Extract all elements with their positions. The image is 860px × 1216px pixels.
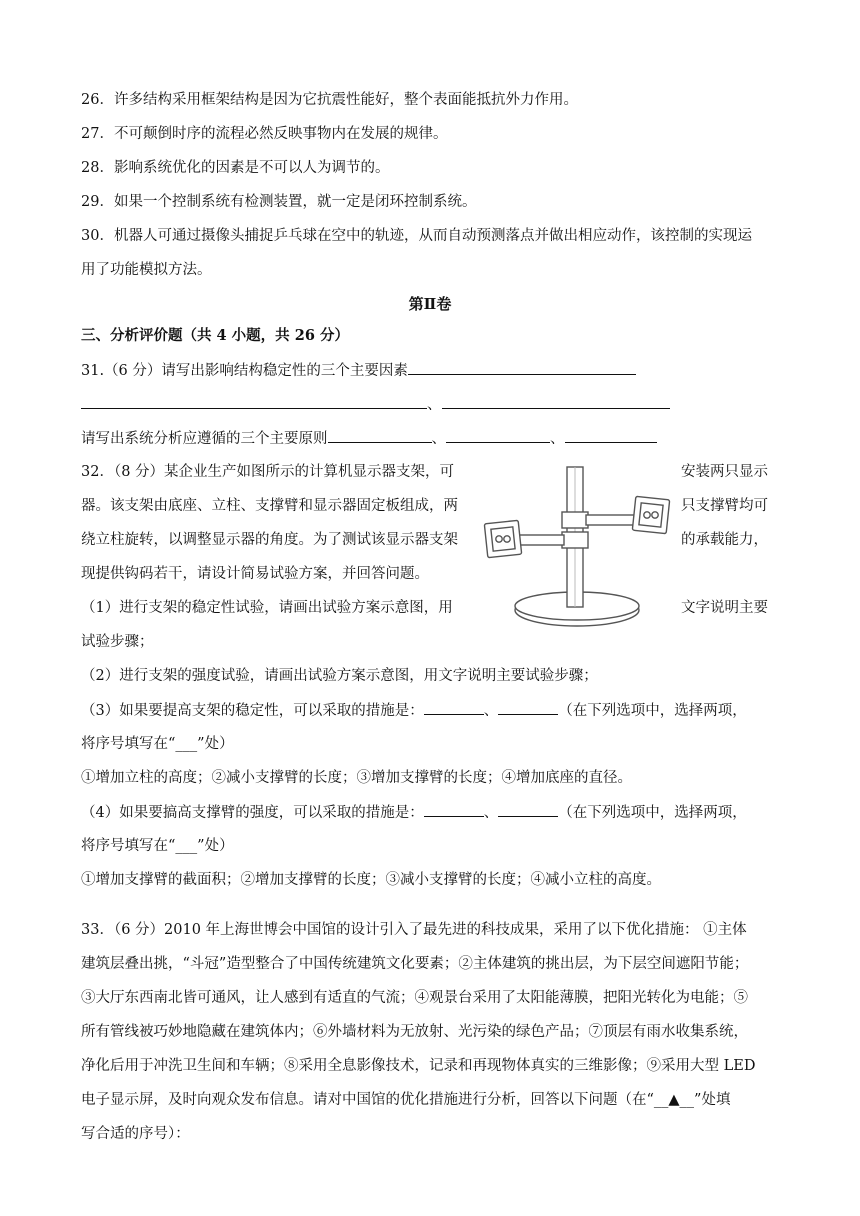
q32-line3-right: 的承载能力， xyxy=(681,532,768,548)
answer-blank[interactable] xyxy=(498,700,558,715)
item-30-line2: 用了功能模拟方法。 xyxy=(81,262,212,278)
q32-sub4-instruction: （在下列选项中，选择两项， xyxy=(558,805,747,821)
q33-line2: 建筑层叠出挑，“斗冠”造型整合了中国传统建筑文化要素；②主体建筑的挑出层，为下层空间遮阳节能； xyxy=(81,956,749,972)
q32-sub4 xyxy=(81,802,747,823)
q31-line1 xyxy=(81,360,636,381)
q32-line1-right: 安装两只显示 xyxy=(681,464,768,480)
separator: 、 xyxy=(427,397,442,413)
answer-blank[interactable] xyxy=(565,428,657,443)
answer-blank[interactable] xyxy=(424,802,484,817)
separator: 、 xyxy=(483,805,499,821)
answer-blank[interactable] xyxy=(81,394,427,409)
q32-sub1-cont: 试验步骤； xyxy=(81,634,154,650)
q33-line1: 33．（6 分）2010 年上海世博会中国馆的设计引入了最先进的科技成果，采用了以下优化措施： ①主体 xyxy=(81,922,747,938)
item-29: 29．如果一个控制系统有检测装置，就一定是闭环控制系统。 xyxy=(81,194,477,210)
q33-line7: 写合适的序号）： xyxy=(81,1126,190,1142)
q32-line4: 现提供钩码若干，请设计简易试验方案，并回答问题。 xyxy=(81,566,429,582)
item-27: 27．不可颠倒时序的流程必然反映事物内在发展的规律。 xyxy=(81,126,448,142)
right-support-arm xyxy=(586,515,638,525)
left-support-arm xyxy=(518,535,564,545)
q32-sub1-right: 文字说明主要 xyxy=(681,600,768,616)
q33-line4: 所有管线被巧妙地隐藏在建筑体内；⑥外墙材料为无放射、光污染的绿色产品；⑦顶层有雨水收集系统， xyxy=(81,1024,748,1040)
q33-line5: 净化后用于冲洗卫生间和车辆；⑧采用全息影像技术，记录和再现物体真实的三维影像；⑨采用大型 LED xyxy=(81,1058,756,1074)
q32-sub3-instruction: （在下列选项中，选择两项， xyxy=(558,703,747,719)
q32-line1-left: 32．（8 分）某企业生产如图所示的计算机显示器支架，可 xyxy=(81,464,455,480)
q33-line3: ③大厅东西南北皆可通风，让人感到有适直的气流；④观景台采用了太阳能薄膜，把阳光转化为电能；⑤ xyxy=(81,990,748,1006)
answer-blank[interactable] xyxy=(408,360,636,375)
q32-sub4-prompt: （4）如果要搞高支撑臂的强度，可以采取的措施是： xyxy=(81,805,424,821)
answer-blank[interactable] xyxy=(446,428,550,443)
separator: 、 xyxy=(550,431,565,447)
q32-sub3 xyxy=(81,700,747,721)
volume-title: 第Ⅱ卷 xyxy=(408,295,452,313)
q32-line2-left: 器。该支架由底座、立柱、支撑臂和显示器固定板组成，两 xyxy=(81,498,458,514)
item-30-line1: 30．机器人可通过摄像头捕捉乒乓球在空中的轨迹，从而自动预测落点并做出相应动作，该控制的实现运 xyxy=(81,228,752,244)
section-heading: 三、分析评价题（共 4 小题，共 26 分） xyxy=(81,327,349,344)
q32-sub1-left: （1）进行支架的稳定性试验，请画出试验方案示意图，用 xyxy=(81,600,453,616)
item-26: 26．许多结构采用框架结构是因为它抗震性能好，整个表面能抵抗外力作用。 xyxy=(81,92,578,108)
q32-sub3-options: ①增加立柱的高度；②减小支撑臂的长度；③增加支撑臂的长度；④增加底座的直径。 xyxy=(81,770,632,786)
answer-blank[interactable] xyxy=(498,802,558,817)
q32-sub4-cont: 将序号填写在“___”处） xyxy=(81,838,234,854)
separator: 、 xyxy=(483,703,499,719)
q31-line3 xyxy=(81,428,657,449)
item-28: 28．影响系统优化的因素是不可以人为调节的。 xyxy=(81,160,390,176)
q32-line2-right: 只支撑臂均可 xyxy=(681,498,768,514)
q32-sub3-cont: 将序号填写在“___”处） xyxy=(81,736,234,752)
q31-line2 xyxy=(81,394,670,415)
q32-sub4-options: ①增加支撑臂的截面积；②增加支撑臂的长度；③减小支撑臂的长度；④减小立柱的高度。 xyxy=(81,872,661,888)
answer-blank[interactable] xyxy=(328,428,432,443)
separator: 、 xyxy=(431,431,446,447)
answer-blank[interactable] xyxy=(424,700,484,715)
q32-line3-left: 绕立柱旋转，以调整显示器的角度。为了测试该显示器支架 xyxy=(81,532,458,548)
answer-blank[interactable] xyxy=(442,394,670,409)
q32-sub2: （2）进行支架的强度试验，请画出试验方案示意图，用文字说明主要试验步骤； xyxy=(81,668,598,684)
q33-line6: 电子显示屏，及时向观众发布信息。请对中国馆的优化措施进行分析，回答以下问题（在“__▲__”处填 xyxy=(81,1092,731,1108)
q31-prompt: 31.（6 分）请写出影响结构稳定性的三个主要因素 xyxy=(81,363,408,379)
monitor-stand-figure xyxy=(482,462,682,630)
q31-principles-prompt: 请写出系统分析应遵循的三个主要原则 xyxy=(81,431,328,447)
q32-sub3-prompt: （3）如果要提高支架的稳定性，可以采取的措施是： xyxy=(81,703,424,719)
